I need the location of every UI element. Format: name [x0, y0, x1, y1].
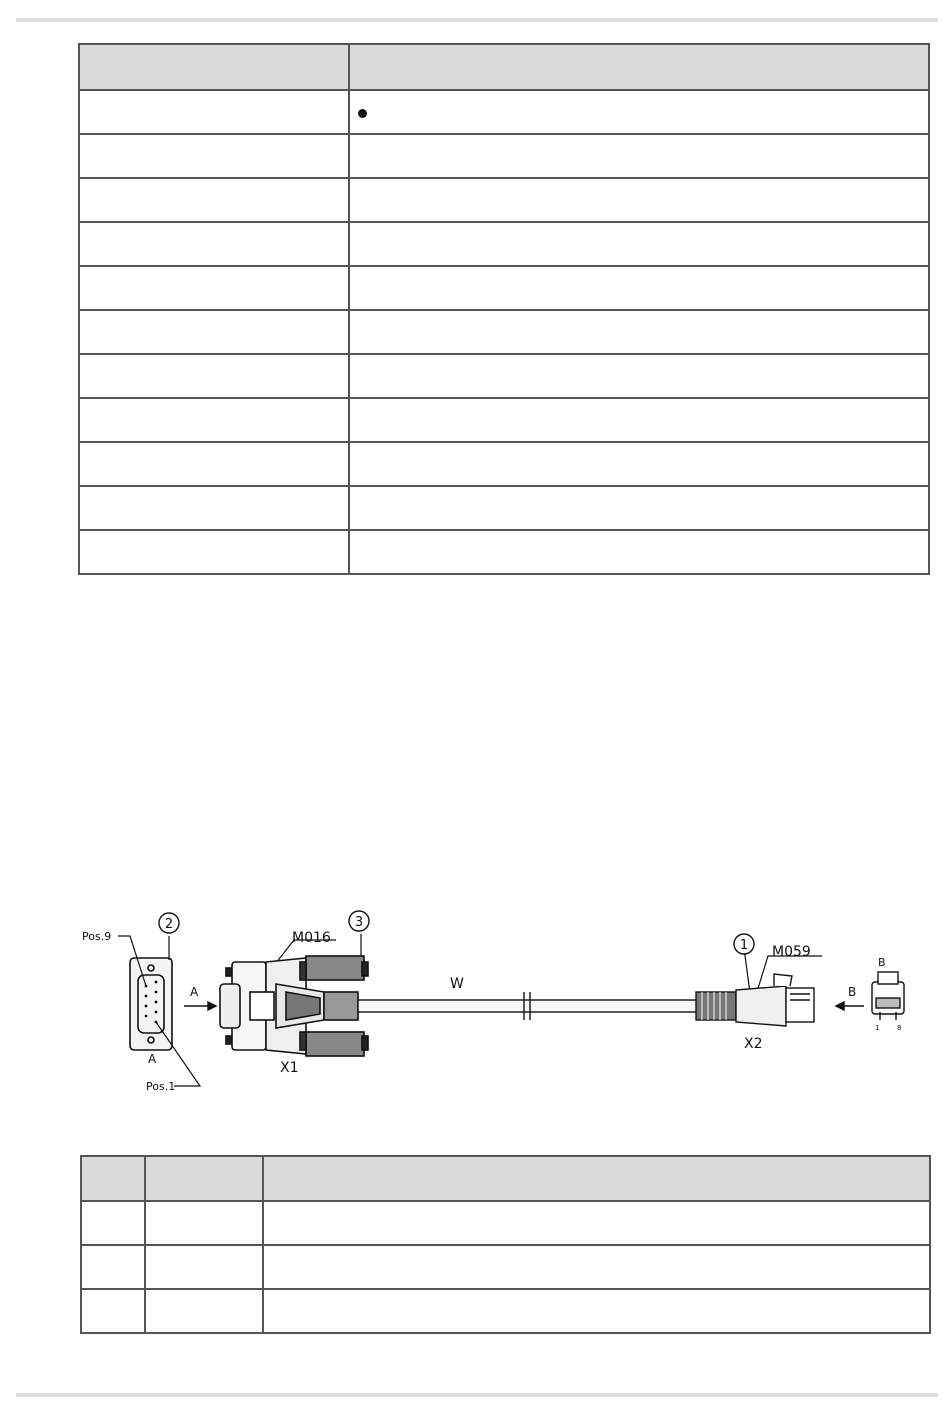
table-cell [81, 1289, 145, 1333]
specification-table [78, 43, 930, 575]
callout-3-number: 3 [354, 915, 364, 930]
header-cell [349, 44, 929, 90]
table-row [79, 222, 929, 266]
table-header-row [81, 1156, 930, 1201]
dsub-connector-x1 [220, 956, 368, 1056]
table-cell [145, 1201, 263, 1245]
row-label [79, 398, 349, 442]
row-value [349, 134, 929, 178]
table-row [79, 486, 929, 530]
x1-label: X1 [280, 1060, 299, 1076]
table-row [79, 134, 929, 178]
cable-w [358, 992, 698, 1020]
arrow-b-label: B [848, 985, 857, 999]
bullet-icon [358, 109, 367, 118]
table-cell [145, 1245, 263, 1289]
row-value [349, 310, 929, 354]
m016-label: M016 [292, 930, 331, 946]
table-row [79, 90, 929, 134]
header-cell [145, 1156, 263, 1201]
table-cell [263, 1201, 930, 1245]
row-label [79, 486, 349, 530]
table-row [81, 1245, 930, 1289]
table-row [81, 1201, 930, 1245]
table-cell [81, 1201, 145, 1245]
pin-8-label: 8 [897, 1024, 902, 1032]
view-a-label: A [148, 1052, 157, 1066]
row-label [79, 222, 349, 266]
row-value [349, 90, 929, 134]
header-cell [79, 44, 349, 90]
row-value [349, 354, 929, 398]
table-row [79, 442, 929, 486]
table-cell [145, 1289, 263, 1333]
table-cell [81, 1245, 145, 1289]
row-label [79, 354, 349, 398]
top-rule [16, 18, 938, 22]
table-cell [263, 1245, 930, 1289]
parts-table [80, 1155, 931, 1334]
row-label [79, 178, 349, 222]
x2-label: X2 [744, 1036, 763, 1052]
row-value [349, 398, 929, 442]
pos9-label: Pos.9 [82, 930, 112, 943]
row-value [349, 222, 929, 266]
row-label [79, 90, 349, 134]
rj45-face-view [872, 972, 904, 1020]
m059-label: M059 [772, 944, 811, 960]
row-value [349, 266, 929, 310]
table-row [79, 310, 929, 354]
pin-1-label: 1 [875, 1024, 880, 1032]
header-cell [81, 1156, 145, 1201]
callout-1-number: 1 [739, 938, 749, 953]
row-value [349, 442, 929, 486]
rj45-connector-x2 [696, 974, 814, 1026]
pos1-label: Pos.1 [146, 1080, 176, 1093]
cable-w-label: W [450, 976, 464, 992]
row-label [79, 134, 349, 178]
cable-drawing [74, 900, 914, 1100]
table-row [79, 398, 929, 442]
row-label [79, 266, 349, 310]
table-row [79, 178, 929, 222]
bottom-rule [16, 1393, 938, 1397]
table-row [79, 266, 929, 310]
table-row [79, 530, 929, 574]
arrow-a-label: A [190, 985, 199, 999]
row-label [79, 442, 349, 486]
row-value [349, 178, 929, 222]
row-value [349, 486, 929, 530]
table-cell [263, 1289, 930, 1333]
callout-2-number: 2 [164, 917, 174, 932]
row-label [79, 530, 349, 574]
row-label [79, 310, 349, 354]
header-cell [263, 1156, 930, 1201]
table-row [79, 354, 929, 398]
row-value [349, 530, 929, 574]
table-header-row [79, 44, 929, 90]
table-row [81, 1289, 930, 1333]
view-b-label: B [878, 956, 886, 969]
